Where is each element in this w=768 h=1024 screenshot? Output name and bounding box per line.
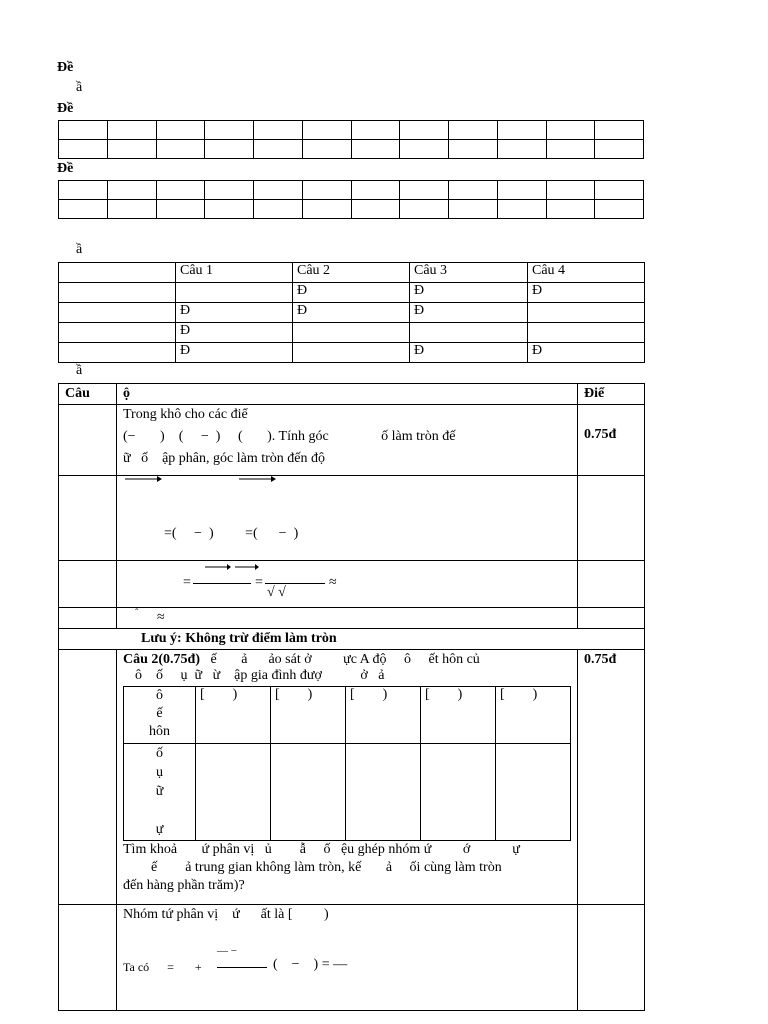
key-header: Câu 3 [410, 263, 528, 283]
key-cell: Đ [293, 303, 410, 323]
answer-grid-1 [58, 120, 644, 159]
q2-question-3: đến hàng phần trăm)? [123, 878, 245, 893]
key-cell [293, 323, 410, 343]
key-cell [528, 323, 645, 343]
key-cell: Đ [410, 343, 528, 363]
key-cell [59, 343, 176, 363]
q2-statement [117, 650, 578, 905]
q2-answer [117, 905, 578, 1011]
fraction-bar [193, 583, 251, 584]
q1-step-cosine [117, 561, 578, 608]
q1-line-1: Trong khô cho các điể [123, 407, 248, 422]
answer-sheet-mark: ầ [76, 80, 83, 95]
key-cell: Đ [176, 303, 293, 323]
q1-step2-eq2: = [255, 575, 263, 590]
q2-answer-lhs: Ta có = + [123, 960, 202, 974]
q2-intro: ế ả ảo sát ở ực A độ ô ết hôn củ [200, 652, 480, 667]
col-header-score: Điể [578, 384, 645, 405]
freq-cell [496, 744, 571, 841]
key-cell [528, 303, 645, 323]
freq-row2-label: ố ụ ữ ự [124, 744, 196, 841]
q1-step-angle [117, 608, 578, 629]
interval-cell: [ ) [196, 687, 271, 744]
interval-cell: [ ) [496, 687, 571, 744]
key-cell: Đ [410, 283, 528, 303]
interval-cell: [ ) [421, 687, 496, 744]
freq-row1-label: ô ế hôn [124, 687, 196, 744]
fraction-bar [217, 967, 267, 968]
vector-arrow-icon [201, 564, 261, 570]
key-cell: Đ [528, 343, 645, 363]
solution-table [58, 383, 645, 1011]
exam-code-label-3: Đề [57, 161, 74, 176]
q1-step2-approx: ≈ [329, 575, 337, 590]
col-header-question: Câu [59, 384, 117, 405]
key-header: Câu 1 [176, 263, 293, 283]
q2-title: Câu 2(0.75đ) [123, 652, 201, 667]
fraction-bar [265, 583, 325, 584]
true-false-key-table [58, 262, 645, 363]
key-cell [176, 283, 293, 303]
vector-arrow-icon [237, 476, 277, 482]
interval-cell: [ ) [346, 687, 421, 744]
freq-cell [196, 744, 271, 841]
exam-code-label-2: Đề [57, 101, 74, 116]
q1-step3-text: ≈ [157, 610, 165, 625]
key-header: Câu 4 [528, 263, 645, 283]
answer-grid-2 [58, 180, 644, 219]
q1-step2-eq: = [183, 575, 191, 590]
freq-cell [271, 744, 346, 841]
q2-intro-2: ô ố ụ ữ ừ ập gia đình đượ ở ả [135, 668, 385, 683]
key-cell: Đ [293, 283, 410, 303]
part-3-mark: ầ [76, 363, 83, 378]
key-cell: Đ [176, 343, 293, 363]
part-2-mark: ầ [76, 242, 83, 257]
key-cell: Đ [176, 323, 293, 343]
interval-cell: [ ) [271, 687, 346, 744]
freq-cell [421, 744, 496, 841]
rounding-note: Lưu ý: Không trừ điểm làm tròn [59, 629, 645, 650]
q1-step-vectors [117, 476, 578, 561]
q1-line-2: (− ) ( − ) ( ). Tính góc ố làm tròn đế [123, 429, 456, 444]
q2-score: 0.75đ [578, 650, 645, 905]
q2-answer-rhs: ( − ) = — [273, 957, 348, 972]
key-header: Câu 2 [293, 263, 410, 283]
key-cell [410, 323, 528, 343]
q1-line-3: ữ ố ập phân, góc làm tròn đến độ [123, 451, 325, 466]
q2-answer-1: Nhóm tứ phân vị ứ ất là [ ) [123, 907, 329, 922]
angle-hat-icon: ˆ [135, 608, 139, 619]
key-cell [59, 283, 176, 303]
key-header-blank [59, 263, 176, 283]
q1-step1-text: =( − ) =( − ) [164, 526, 299, 541]
q1-statement [117, 405, 578, 476]
exam-code-label: Đề [57, 60, 74, 75]
q2-question-2: ế ả trung gian không làm tròn, kế ả ối cùng làm tròn [151, 860, 502, 875]
q1-score: 0.75đ [578, 405, 645, 476]
key-cell [59, 303, 176, 323]
frequency-table [123, 686, 571, 841]
key-cell [59, 323, 176, 343]
q1-step2-sqrt: √ √ [267, 585, 286, 600]
q2-answer-numerator: — − [217, 945, 237, 957]
freq-cell [346, 744, 421, 841]
key-cell: Đ [410, 303, 528, 323]
key-cell: Đ [528, 283, 645, 303]
col-header-content: ộ [117, 384, 578, 405]
q2-question: Tìm khoả ứ phân vị ủ ẫ ố ệu ghép nhóm ứ ớ ự [123, 842, 520, 857]
vector-arrow-icon [123, 476, 163, 482]
key-cell [293, 343, 410, 363]
